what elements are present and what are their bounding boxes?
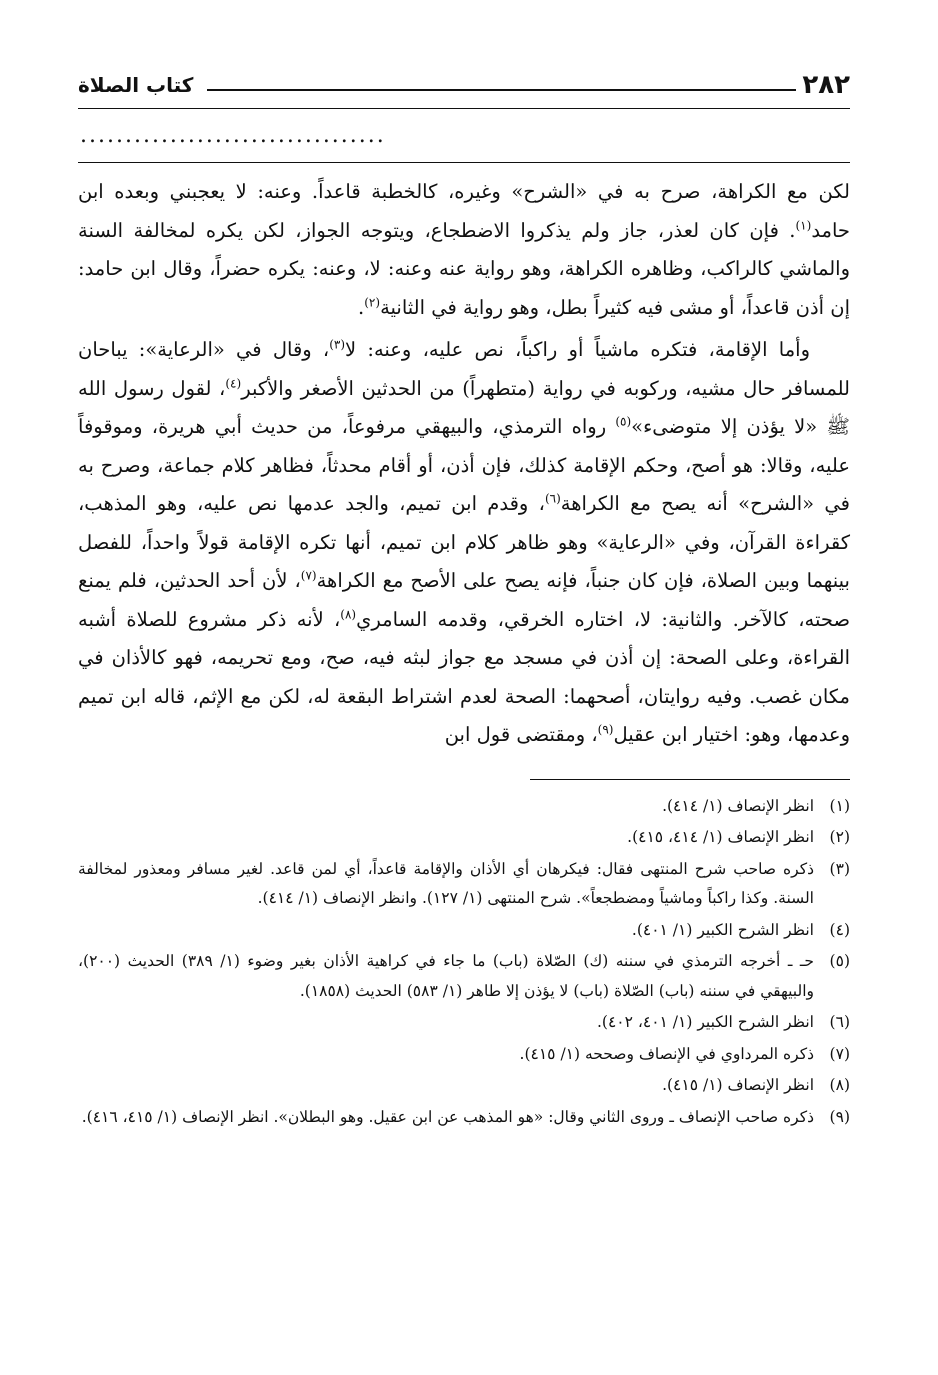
footnote-number: (٥) [829,952,850,970]
text-run: رواه الترمذي، والبيهقي مرفوعاً، من حديث أبي هريرة، وموقوفاً عليه، وقالا: هو أصح، وحكم الإقامة كذلك، فإن أذن، أو أقام محدثاً، فظاهر كلام جماعة، وصرح به في «الشرح» أنه يصح مع الكراهة [78,415,850,515]
footnote-marker: (٤) [225,376,242,390]
footnote-marker: (٦) [544,491,561,506]
running-header [78,66,850,104]
footnote [78,1103,850,1133]
footnote-number: (٤) [829,920,850,939]
footnote-number: (٩) [829,1107,850,1126]
text-run: ، لأنه ذكر مشروع للصلاة أشبه القراءة، وعلى الصحة: إن أذن في مسجد مع جواز لبثه فيه، صح، ومع تحريمه، فهو كالأذان في مكان غصب. وفيه روايتان، أصحهما: الصحة لعدم اشتراط البقعة له، لكن مع الإثم، قاله ابن تميم وعدمها، وهو: اختيار ابن عقيل [78,607,850,746]
footnote-marker: (٩) [597,722,614,737]
footnote-marker: (٨) [340,607,357,621]
footnotes [78,792,850,1133]
footnote-text: ذكره المرداوي في الإنصاف وصححه (١/ ٤١٥). [519,1044,814,1063]
footnote-text: انظر الشرح الكبير (١/ ٤٠١). [631,920,814,939]
footnote-marker: (٣) [329,337,346,352]
text-run: وأما الإقامة، فتكره ماشياً أو راكباً، نص عليه، وعنه: لا [345,338,810,361]
header-rule [207,89,796,91]
footnote-text: حـ ـ أخرجه الترمذي في سننه (ك) الصّلاة (باب) ما جاء في كراهية الأذان بغير وضوء (١/ ٣٨٩) الحديث (٢٠٠)، والبيهقي في سننه (باب) الصّلاة (باب) لا يؤذن إلا طاهر (١/ ٥٨٣) الحديث (١٨٥٨). [78,952,814,1000]
footnote [78,792,850,822]
text-run: . فإن كان لعذر، جاز ولم يذكروا الاضطجاع، ويتوجه الجواز، لكن يكره لمخالفة السنة والماشي كالراكب، وظاهره الكراهة، وهو رواية عنه وعنه: لا، وعنه: يكره حضراً، وقال ابن حامد: إن أذن قاعداً، أو مشى فيه كثيراً بطل، وهو رواية في الثانية [78,218,850,319]
text-run: ، وقدم ابن تميم، والجد عدمها نص عليه، وهو المذهب، كقراءة القرآن، وفي «الرعاية» وهو ظاهر كلام ابن تميم، أنها تكره الإقامة قولاً واحداً، للفصل بينهما وبين الصلاة، فإن كان جنباً، فإنه يصح على الأصح مع الكراهة [78,492,850,592]
footnote-text: انظر الإنصاف (١/ ٤١٥). [662,1076,814,1094]
book-title: كتاب الصلاة [78,73,194,97]
footnote-text: انظر الإنصاف (١/ ٤١٤). [662,796,814,815]
main-text [78,173,850,755]
footnote-number: (٢) [829,828,850,846]
text-run: ، وقال في «الرعاية»: يباحان للمسافر حال مشيه، وركوبه في رواية (متطهراً) من الحدثين الأصغر والأكبر [78,338,850,400]
footnote [78,947,850,1006]
ellipsis-line: .................................. [80,123,386,148]
text-run: . [358,295,365,319]
footnote-number: (٦) [829,1013,850,1031]
section-rule [78,162,850,163]
footnote-text: ذكره صاحب شرح المنتهى فقال: فيكرهان أي الأذان والإقامة قاعداً، أي لمن قاعد. لغير مسافر ومعذور لمخالفة السنة. وكذا راكباً وماشياً ومضطجعاً». شرح المنتهى (١/ ١٢٧). وانظر الإنصاف (١/ ٤١٤). [78,859,814,907]
footnote [78,823,850,853]
header-underline [78,108,850,109]
footnote-text: ذكره صاحب الإنصاف ـ وروى الثاني وقال: «هو المذهب عن ابن عقيل. وهو البطلان». انظر الإنصاف (١/ ٤١٥، ٤١٦). [81,1107,814,1126]
footnote-marker: (١) [795,218,812,232]
paragraph [78,331,850,755]
footnote [78,855,850,914]
footnote-number: (٧) [829,1044,850,1063]
footnote [78,916,850,946]
text-run: ، لقول رسول الله ﷺ «لا يؤذن إلا متوضىء» [78,376,850,438]
footnote-separator [530,779,850,780]
footnote-marker: (٢) [364,295,381,309]
text-run: ، ومقتضى قول ابن [444,723,598,746]
footnote-text: انظر الشرح الكبير (١/ ٤٠١، ٤٠٢). [596,1013,814,1031]
footnote-marker: (٥) [615,414,632,429]
page-number: ٢٨٢ [802,70,850,100]
footnote [78,1008,850,1038]
footnote [78,1040,850,1070]
footnote-text: انظر الإنصاف (١/ ٤١٤، ٤١٥). [627,828,814,846]
paragraph [78,173,850,327]
footnote-number: (١) [829,796,850,815]
footnote-number: (٨) [829,1076,850,1094]
footnote [78,1071,850,1101]
book-page [78,66,850,1132]
footnote-number: (٣) [829,859,850,878]
text-run: ، لأن أحد الحدثين، فلم يمنع صحته، كالآخر. والثانية: لا، اختاره الخرقي، وقدمه السامري [78,569,851,631]
footnote-marker: (٧) [300,568,317,583]
text-run: لكن مع الكراهة، صرح به في «الشرح» وغيره، كالخطبة قاعداً. وعنه: لا يعجبني وبعده ابن حامد [78,180,850,242]
